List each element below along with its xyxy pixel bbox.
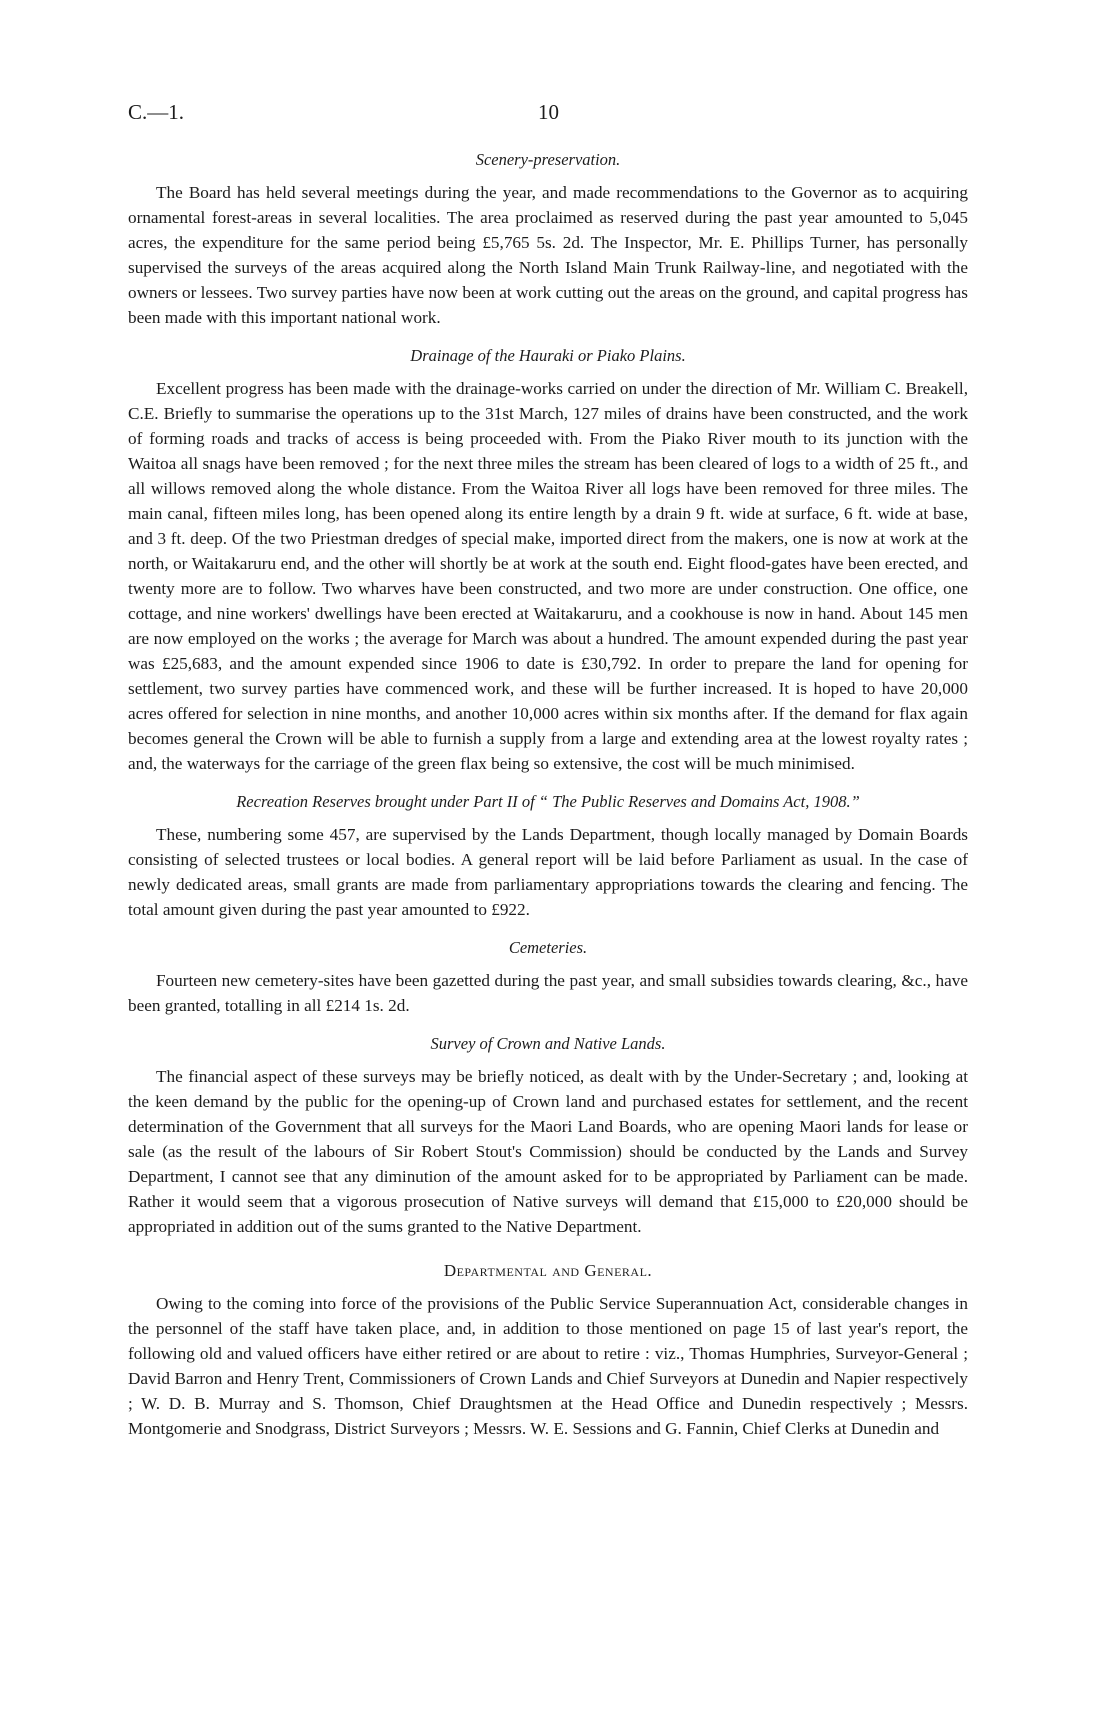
page-number: 10 (538, 100, 559, 124)
section-heading-recreation-reserves: Recreation Reserves brought under Part II of “ The Public Reserves and Domains Act, 1908.” (236, 792, 860, 811)
section-heading-cemeteries: Cemeteries. (508, 938, 588, 957)
section-heading-survey-crown-native-lands: Survey of Crown and Native Lands. (430, 1034, 666, 1053)
paragraph-recreation-reserves: These, numbering some 457, are supervised by the Lands Department, though locally managed by Domain Boards consisting of selected trustees or local bodies. A general report will be laid before Parliament as usual. In the case of newly dedicated areas, small grants are made from parliamentary appropriations towards the clearing and fencing. The total amount given during the past year amounted to £922. (128, 825, 968, 919)
paragraph-departmental-general: Owing to the coming into force of the provisions of the Public Service Superannuation Act, considerable changes in the personnel of the staff have taken place, and, in addition to those mentioned on page 15 of last year's report, the following old and valued officers have either retired or are about to retire : viz., Thomas Humphries, Surveyor-General ; David Barron and Henry Trent, Commissioners of Crown Lands and Chief Surveyors at Dunedin and Napier respectively ; W. D. B. Murray and S. Thomson, Chief Draughtsmen at the Head Office and Dunedin respectively ; Messrs. Montgomerie and Snodgrass, District Surveyors ; Messrs. W. E. Sessions and G. Fannin, Chief Clerks at Dunedin and (128, 1294, 968, 1438)
paragraph-drainage: Excellent progress has been made with the drainage-works carried on under the direction of Mr. William C. Breakell, C.E. Briefly to summarise the operations up to the 31st March, 127 miles of drains have been constructed, and the work of forming roads and tracks of access is being proceeded with. From the Piako River mouth to its junction with the Waitoa all snags have been removed ; for the next three miles the stream has been cleared of logs to a width of 25 ft., and all willows removed along the whole distance. From the Waitoa River all logs have been removed for three miles. The main canal, fifteen miles long, has been opened along its entire length by a drain 9 ft. wide at surface, 6 ft. wide at base, and 3 ft. deep. Of the two Priestman dredges of special make, imported direct from the makers, one is now at work at the north, or Waitakaruru end, and the other will shortly be at work at the south end. Eight flood-gates have been erected, and twenty more are to follow. Two wharves have been constructed, and two more are under construction. One office, one cottage, and nine workers' dwellings have been erected at Waitakaruru, and a cookhouse is now in hand. About 145 men are now employed on the works ; the average for March was about a hundred. The amount expended during the past year was £25,683, and the amount expended since 1906 to date is £30,792. In order to prepare the land for opening for settlement, two survey parties have commenced work, and these will be further increased. It is hoped to have 20,000 acres offered for selection in nine months, and another 10,000 acres within six months after. If the demand for flax again becomes general the Crown will be able to furnish a supply from a large and extending area at the lowest royalty rates ; and, the waterways for the carriage of the green flax being so extensive, the cost will be much minimised. (128, 379, 968, 773)
paragraph-cemeteries: Fourteen new cemetery-sites have been gazetted during the past year, and small subsidies towards clearing, &c., have been granted, totalling in all £214 1s. 2d. (128, 971, 968, 1015)
section-heading-scenery-preservation: Scenery-preservation. (475, 150, 621, 169)
paragraph-scenery-preservation: The Board has held several meetings during the year, and made recommendations to the Governor as to acquiring ornamental forest-areas in several localities. The area proclaimed as reserved during the past year amounted to 5,045 acres, the expenditure for the same period being £5,765 5s. 2d. The Inspector, Mr. E. Phillips Turner, has personally supervised the surveys of the areas acquired along the North Island Main Trunk Railway-line, and negotiated with the owners or lessees. Two survey parties have now been at work cutting out the areas on the ground, and capital progress has been made with this important national work. (128, 183, 968, 327)
section-heading-drainage: Drainage of the Hauraki or Piako Plains. (410, 346, 686, 365)
section-heading-departmental-general: Departmental and General. (443, 1261, 653, 1280)
running-header (128, 100, 968, 136)
series-code: C.—1. (128, 100, 185, 124)
paragraph-survey-crown-native-lands: The financial aspect of these surveys may be briefly noticed, as dealt with by the Under-Secretary ; and, looking at the keen demand by the public for the opening-up of Crown land and purchased estates for settlement, and the recent determination of the Government that all surveys for the Maori Land Boards, who are opening Maori lands for lease or sale (as the result of the labours of Sir Robert Stout's Commission) should be conducted by the Lands and Survey Department, I cannot see that any diminution of the amount asked for to be appropriated by Parliament can be made. Rather it would seem that a vigorous prosecution of Native surveys will demand that £15,000 to £20,000 should be appropriated in addition out of the sums granted to the Native Department. (128, 1067, 968, 1236)
